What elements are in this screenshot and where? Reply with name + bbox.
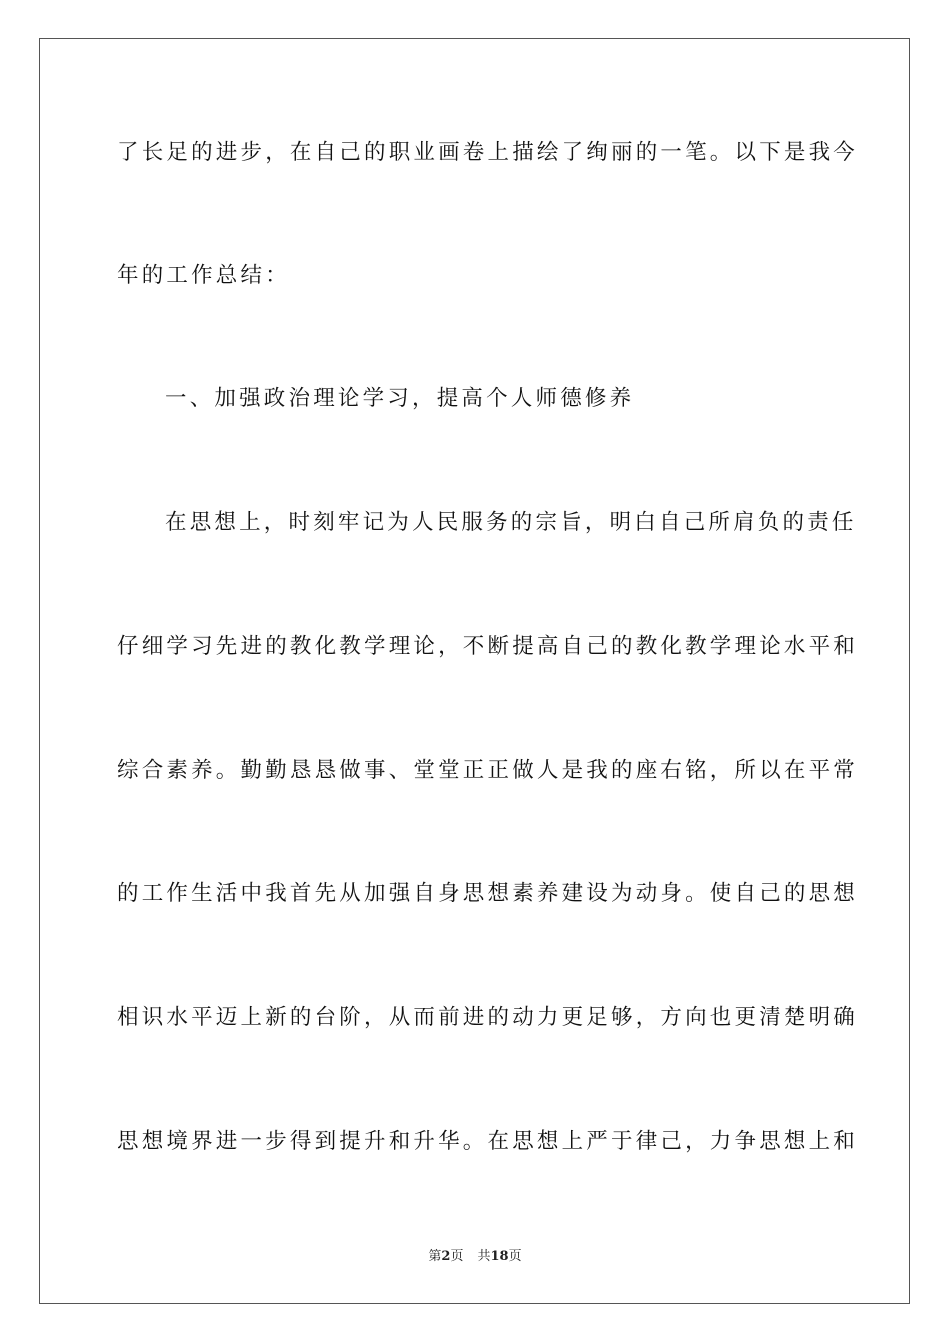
paragraph-line: 了长足的进步，在自己的职业画卷上描绘了绚丽的一笔。以下是我今 [117, 140, 859, 165]
paragraph-line: 年的工作总结： [117, 263, 290, 288]
paragraph-line: 相识水平迈上新的台阶，从而前进的动力更足够，方向也更清楚明确 [117, 1005, 859, 1030]
paragraph-line: 综合素养。勤勤恳恳做事、堂堂正正做人是我的座右铭，所以在平常 [117, 758, 859, 783]
page-number: 2 [441, 1249, 451, 1264]
section-heading: 一、加强政治理论学习，提高个人师德修养 [165, 386, 635, 411]
page-prefix: 第 [428, 1249, 442, 1264]
paragraph-line: 在思想上，时刻牢记为人民服务的宗旨，明白自己所肩负的责任 [165, 510, 857, 535]
paragraph-line: 仔细学习先进的教化教学理论，不断提高自己的教化教学理论水平和 [117, 634, 859, 659]
page-suffix: 页 [450, 1249, 464, 1264]
total-pages: 18 [490, 1249, 509, 1264]
page-border [39, 38, 910, 1304]
total-suffix: 页 [508, 1249, 522, 1264]
total-prefix: 共 [477, 1249, 491, 1264]
paragraph-line: 的工作生活中我首先从加强自身思想素养建设为动身。使自己的思想 [117, 881, 859, 906]
page-footer [0, 1245, 950, 1264]
paragraph-line: 思想境界进一步得到提升和升华。在思想上严于律己，力争思想上和 [117, 1129, 859, 1154]
